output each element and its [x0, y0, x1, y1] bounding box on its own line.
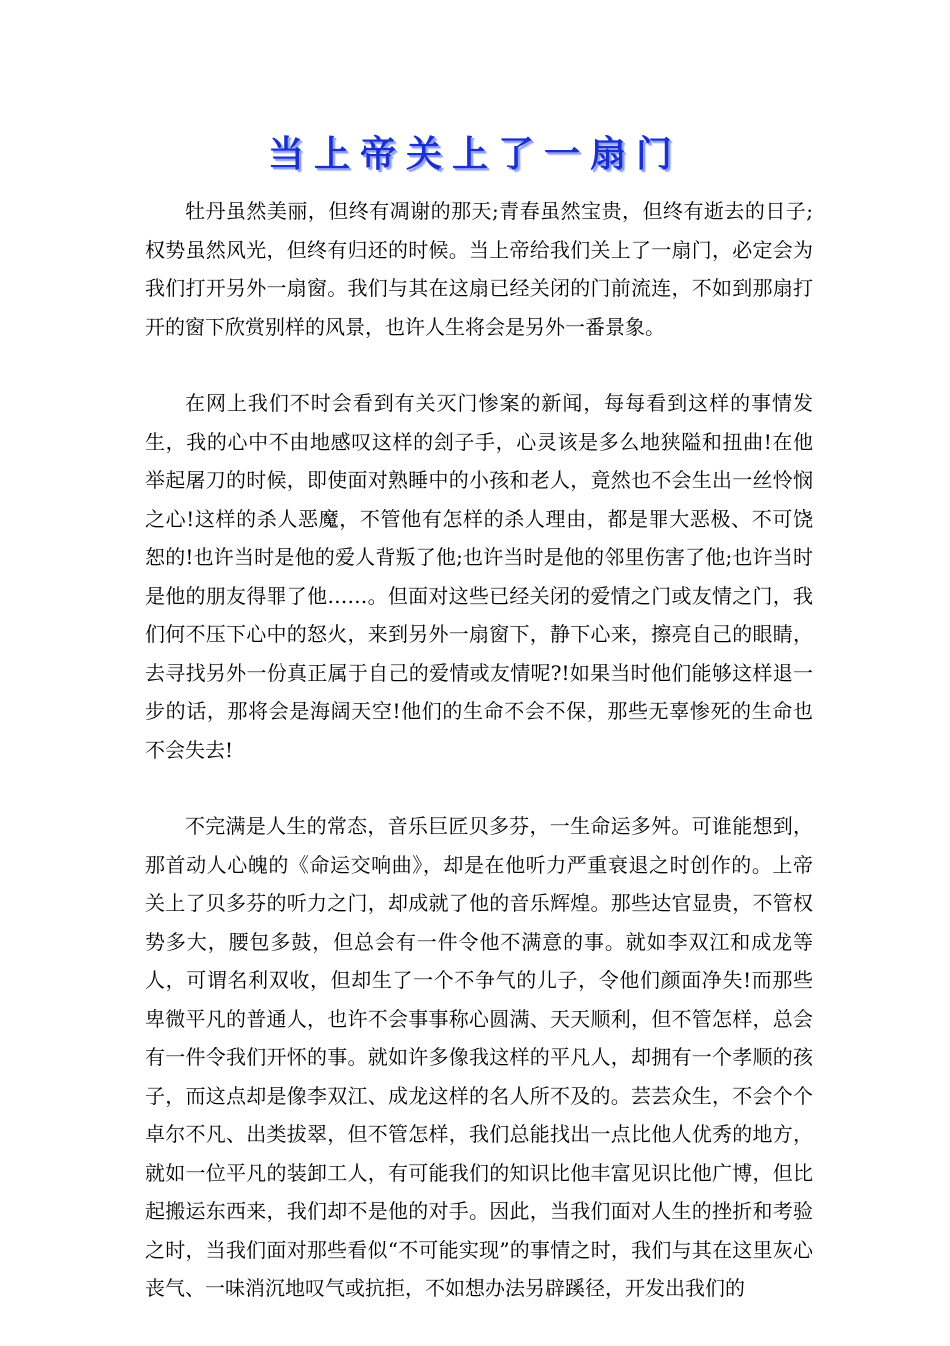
document-body: [145, 192, 813, 1346]
paragraph-3: 不完满是人生的常态，音乐巨匠贝多芬，一生命运多舛。可谁能想到，那首动人心魄的《命运交响曲》，却是在他听力严重衰退之时创作的。上帝关上了贝多芬的听力之门，却成就了他的音乐辉煌。那些达官显贵，不管权势多大，腰包多鼓，但总会有一件令他不满意的事。就如李双江和成龙等人，可谓名利双收，但却生了一个不争气的儿子，令他们颜面净失!而那些卑微平凡的普通人，也许不会事事称心圆满、天天顺利，但不管怎样，总会有一件令我们开怀的事。就如许多像我这样的平凡人，却拥有一个孝顺的孩子，而这点却是像李双江、成龙这样的名人所不及的。芸芸众生，不会个个卓尔不凡、出类拔翠，但不管怎样，我们总能找出一点比他人优秀的地方，就如一位平凡的装卸工人，有可能我们的知识比他丰富见识比他广博，但比起搬运东西来，我们却不是他的对手。因此，当我们面对人生的挫折和考验之时，当我们面对那些看似“不可能实现”的事情之时，我们与其在这里灰心丧气、一味消沉地叹气或抗拒，不如想办法另辟蹊径，开发出我们的: [145, 814, 813, 1300]
document-title: 当上帝关上了一扇门: [267, 133, 682, 175]
paragraph-1: 牡丹虽然美丽，但终有凋谢的那天;青春虽然宝贵，但终有逝去的日子;权势虽然风光，但终有归还的时候。当上帝给我们关上了一扇门，必定会为我们打开另外一扇窗。我们与其在这扇已经关闭的门前流连，不如到那扇打开的窗下欣赏别样的风景，也许人生将会是另外一番景象。: [145, 199, 813, 339]
paragraph-2: 在网上我们不时会看到有关灭门惨案的新闻，每每看到这样的事情发生，我的心中不由地感叹这样的刽子手，心灵该是多么地狭隘和扭曲!在他举起屠刀的时候，即使面对熟睡中的小孩和老人，竟然也不会生出一丝怜悯之心!这样的杀人恶魔，不管他有怎样的杀人理由，都是罪大恶极、不可饶恕的!也许当时是他的爱人背叛了他;也许当时是他的邻里伤害了他;也许当时是他的朋友得罪了他……。但面对这些已经关闭的爱情之门或友情之门，我们何不压下心中的怒火，来到另外一扇窗下，静下心来，擦亮自己的眼睛，去寻找另外一份真正属于自己的爱情或友情呢?!如果当时他们能够这样退一步的话，那将会是海阔天空!他们的生命不会不保，那些无辜惨死的生命也不会失去!: [145, 391, 813, 762]
